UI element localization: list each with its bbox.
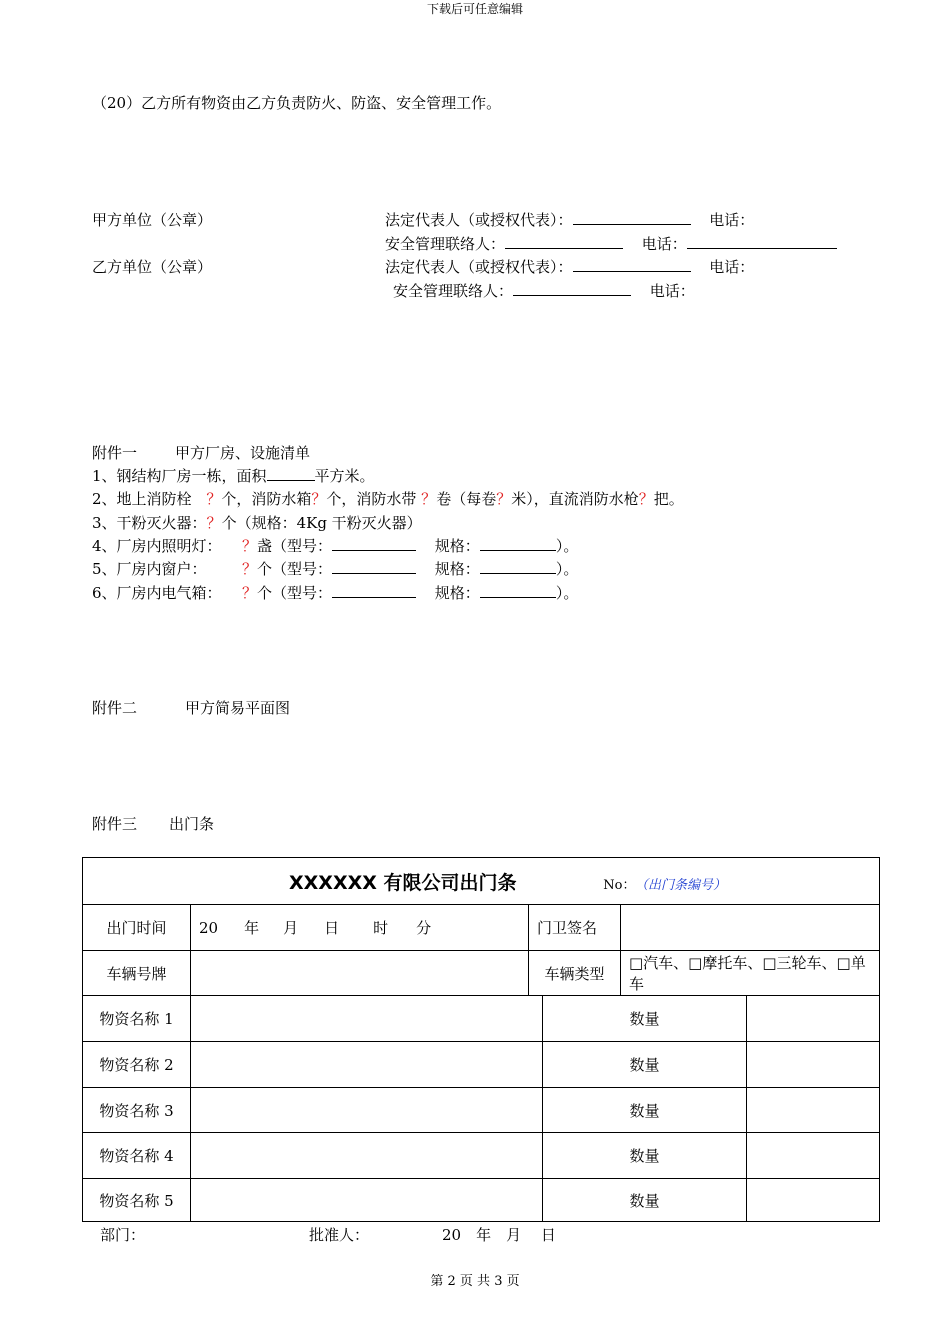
quantity-label: 数量 xyxy=(543,996,747,1042)
goods-row xyxy=(83,1133,880,1179)
attachment-number: 附件二 xyxy=(92,699,138,717)
party-b-seal-label: 乙方单位（公章） xyxy=(92,258,213,276)
item-text: 把。 xyxy=(653,490,684,508)
goods-name-field[interactable] xyxy=(191,1042,543,1088)
item-text: 2、地上消防栓 xyxy=(92,490,192,508)
vehicle-row xyxy=(83,951,880,996)
item-text: 个，消防水带 xyxy=(326,490,417,508)
item-text: ）。 xyxy=(555,584,579,602)
quantity-field[interactable] xyxy=(747,1133,880,1179)
phone-label: 电话： xyxy=(709,258,755,276)
time-hour: 时 xyxy=(373,919,389,937)
item-text: 个（型号： xyxy=(257,560,333,578)
gate-slip-title-cell xyxy=(83,858,880,905)
attachment-1-item-2 xyxy=(92,488,684,509)
goods-name-label: 物资名称 2 xyxy=(83,1042,191,1088)
item-text: ）。 xyxy=(555,560,579,578)
page-header: 下载后可任意编辑 xyxy=(426,2,523,16)
goods-name-field[interactable] xyxy=(191,1179,543,1222)
quantity-field[interactable] xyxy=(747,1042,880,1088)
item-text: 平方米。 xyxy=(314,467,375,485)
goods-row xyxy=(83,1088,880,1133)
goods-name-label: 物资名称 4 xyxy=(83,1133,191,1179)
phone-label: 电话： xyxy=(641,235,687,253)
goods-name-field[interactable] xyxy=(191,1088,543,1133)
goods-name-field[interactable] xyxy=(191,996,543,1042)
safety-contact-label: 安全管理联络人： xyxy=(385,235,506,253)
attachment-number: 附件三 xyxy=(92,815,138,833)
unknown-quantity-mark: ？ xyxy=(206,490,222,508)
goods-name-field[interactable] xyxy=(191,1133,543,1179)
legal-rep-label: 法定代表人（或授权代表）： xyxy=(385,211,573,229)
attachment-title: 甲方简易平面图 xyxy=(185,699,291,717)
item-text: ）。 xyxy=(555,537,579,555)
unknown-quantity-mark: ？ xyxy=(242,537,258,555)
item-text: 6、厂房内电气箱： xyxy=(92,584,222,602)
attachment-1-item-6 xyxy=(92,582,578,603)
guard-sign-field[interactable] xyxy=(621,905,880,951)
time-year: 年 xyxy=(244,919,260,937)
attachment-1-item-4 xyxy=(92,535,578,556)
time-day: 日 xyxy=(324,919,340,937)
gate-slip-title-row xyxy=(83,858,880,905)
goods-row xyxy=(83,1179,880,1222)
approver-label: 批准人： xyxy=(309,1226,370,1244)
item-text: 5、厂房内窗户： xyxy=(92,560,207,578)
item-text: 卷（每卷 xyxy=(436,490,497,508)
party-b-safety-contact-line xyxy=(393,280,695,301)
legal-rep-blank xyxy=(573,209,691,225)
attachment-1-item-3 xyxy=(92,512,422,533)
item-text: 米），直流消防水枪 xyxy=(511,490,639,508)
model-blank xyxy=(332,558,416,574)
model-blank xyxy=(332,582,416,598)
attachment-3-title xyxy=(92,813,214,834)
quantity-field[interactable] xyxy=(747,1179,880,1222)
exit-time-row xyxy=(83,905,880,951)
time-year-prefix: 20 xyxy=(199,919,219,937)
goods-row xyxy=(83,1042,880,1088)
quantity-field[interactable] xyxy=(747,996,880,1042)
goods-name-label: 物资名称 3 xyxy=(83,1088,191,1133)
party-a-seal-label: 甲方单位（公章） xyxy=(92,211,213,229)
attachment-2-title xyxy=(92,697,290,718)
model-blank xyxy=(332,535,416,551)
attachment-1-item-5 xyxy=(92,558,578,579)
goods-name-label: 物资名称 5 xyxy=(83,1179,191,1222)
quantity-field[interactable] xyxy=(747,1088,880,1133)
unknown-quantity-mark: ？ xyxy=(242,560,258,578)
party-a-legal-rep-line xyxy=(385,209,754,230)
item-text: 个，消防水箱 xyxy=(221,490,312,508)
item-text: 3、干粉灭火器： xyxy=(92,514,207,532)
approval-date: 20 年 月 日 xyxy=(442,1226,556,1244)
slip-number-value: （出门条编号） xyxy=(641,877,727,893)
attachment-1-title xyxy=(92,442,310,463)
item-text: 盏（型号： xyxy=(257,537,333,555)
spec-blank xyxy=(480,582,556,598)
area-blank xyxy=(267,465,315,481)
page-footer: 第 2 页 共 3 页 xyxy=(430,1274,520,1289)
attachment-1-item-1 xyxy=(92,465,375,486)
unknown-quantity-mark: ？ xyxy=(496,490,512,508)
time-month: 月 xyxy=(283,919,299,937)
time-minute: 分 xyxy=(416,919,432,937)
unknown-quantity-mark: ？ xyxy=(638,490,654,508)
gate-slip-table xyxy=(82,857,880,1222)
spec-blank xyxy=(480,558,556,574)
legal-rep-label: 法定代表人（或授权代表）： xyxy=(385,258,573,276)
unknown-quantity-mark: ？ xyxy=(242,584,258,602)
goods-name-label: 物资名称 1 xyxy=(83,996,191,1042)
legal-rep-blank xyxy=(573,256,691,272)
clause-20: （20）乙方所有物资由乙方负责防火、防盗、安全管理工作。 xyxy=(92,94,502,112)
unknown-quantity-mark: ？ xyxy=(311,490,327,508)
phone-blank xyxy=(687,233,837,249)
attachment-title: 出门条 xyxy=(169,815,215,833)
phone-label: 电话： xyxy=(709,211,755,229)
gate-slip-title: XXXXXX 有限公司出门条 xyxy=(289,871,517,894)
exit-time-field[interactable] xyxy=(191,905,529,951)
spec-label: 规格： xyxy=(434,560,480,578)
exit-time-label: 出门时间 xyxy=(83,905,191,951)
party-a-safety-contact-line xyxy=(385,233,837,254)
safety-contact-blank xyxy=(505,233,623,249)
unknown-quantity-mark: ？ xyxy=(421,490,437,508)
safety-contact-label: 安全管理联络人： xyxy=(393,282,514,300)
attachment-number: 附件一 xyxy=(92,444,138,462)
safety-contact-blank xyxy=(513,280,631,296)
vehicle-type-options[interactable]: □汽车、□摩托车、□三轮车、□单车 xyxy=(621,951,880,996)
plate-field[interactable] xyxy=(191,951,529,996)
unknown-quantity-mark: ？ xyxy=(206,514,222,532)
item-text: 4、厂房内照明灯： xyxy=(92,537,222,555)
quantity-label: 数量 xyxy=(543,1133,747,1179)
quantity-label: 数量 xyxy=(543,1088,747,1133)
attachment-title: 甲方厂房、设施清单 xyxy=(175,444,311,462)
party-b-legal-rep-line xyxy=(385,256,754,277)
vehicle-type-label: 车辆类型 xyxy=(529,951,621,996)
goods-row xyxy=(83,996,880,1042)
slip-number-label: No： xyxy=(603,877,636,893)
spec-blank xyxy=(480,535,556,551)
phone-label: 电话： xyxy=(649,282,695,300)
plate-label: 车辆号牌 xyxy=(83,951,191,996)
quantity-label: 数量 xyxy=(543,1179,747,1222)
spec-label: 规格： xyxy=(434,537,480,555)
item-text: 个（型号： xyxy=(257,584,333,602)
spec-label: 规格： xyxy=(434,584,480,602)
guard-sign-label: 门卫签名 xyxy=(529,905,621,951)
department-label: 部门： xyxy=(100,1226,146,1244)
item-text: 个（规格：4Kg 干粉灭火器） xyxy=(221,514,422,532)
item-text: 1、钢结构厂房一栋，面积 xyxy=(92,467,267,485)
quantity-label: 数量 xyxy=(543,1042,747,1088)
